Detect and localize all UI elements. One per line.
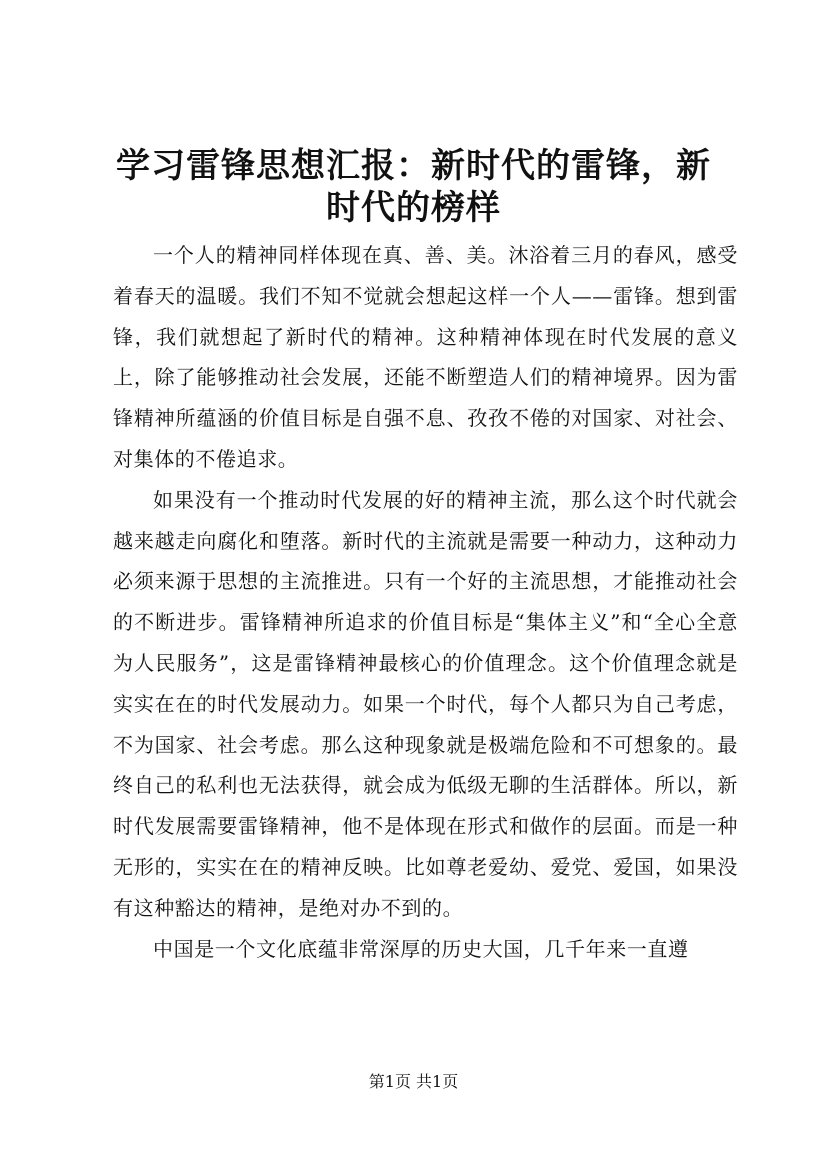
document-body — [113, 235, 738, 969]
paragraph: 如果没有一个推动时代发展的好的精神主流，那么这个时代就会越来越走向腐化和堕落。新时代的主流就是需要一种动力，这种动力必须来源于思想的主流推进。只有一个好的主流思想，才能推动社会的不断进步。雷锋精神所追求的价值目标是“集体主义”和“全心全意为人民服务”，这是雷锋精神最核心的价值理念。这个价值理念就是实实在在的时代发展动力。如果一个时代，每个人都只为自己考虑，不为国家、社会考虑。那么这种现象就是极端危险和不可想象的。最终自己的私利也无法获得，就会成为低级无聊的生活群体。所以，新时代发展需要雷锋精神，他不是体现在形式和做作的层面。而是一种无形的，实实在在的精神反映。比如尊老爱幼、爱党、爱国，如果没有这种豁达的精神，是绝对办不到的。 — [113, 487, 738, 920]
paragraph: 一个人的精神同样体现在真、善、美。沐浴着三月的春风，感受着春天的温暖。我们不知不觉就会想起这样一个人——雷锋。想到雷锋，我们就想起了新时代的精神。这种精神体现在时代发展的意义上，除了能够推动社会发展，还能不断塑造人们的精神境界。因为雷锋精神所蕴涵的价值目标是自强不息、孜孜不倦的对国家、对社会、对集体的不倦追求。 — [113, 243, 738, 471]
page-footer: 第1页 共1页 — [368, 1072, 459, 1091]
page-title: 学习雷锋思想汇报：新时代的雷锋，新时代的榜样 — [116, 146, 711, 228]
paragraph: 中国是一个文化底蕴非常深厚的历史大国，几千年来一直遵 — [153, 936, 689, 961]
